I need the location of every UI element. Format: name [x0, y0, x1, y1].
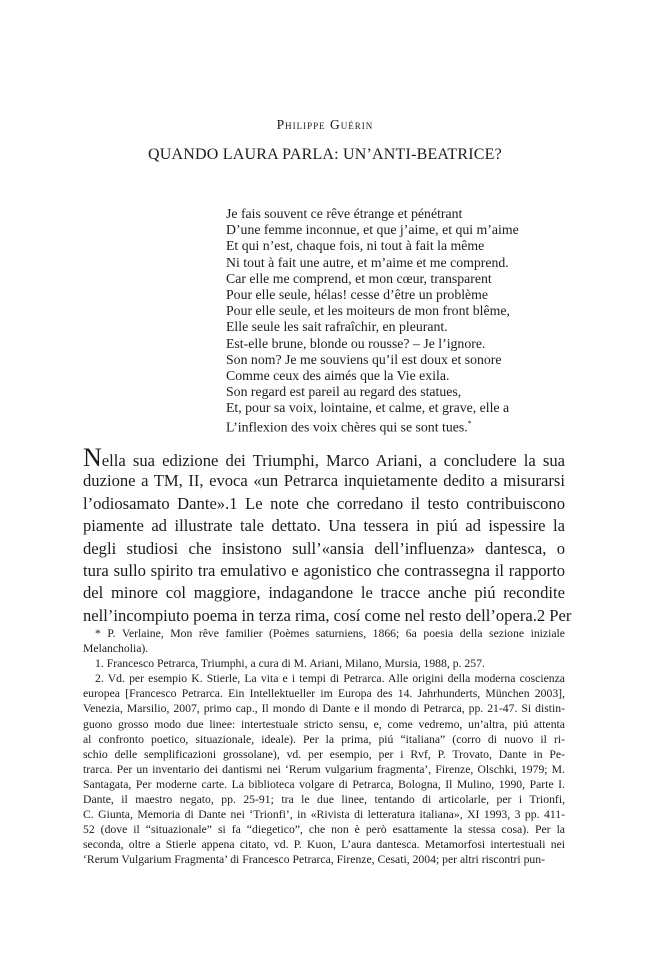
poem-line: L’inflexion des voix chères qui se sont tues.* [226, 419, 472, 436]
body-line [83, 470, 565, 492]
poem-line: Et qui n’est, chaque fois, ni tout à fait la même [226, 238, 485, 254]
footnote-line: * P. Verlaine, Mon rêve familier (Poèmes saturniens, 1866; 6a poesia della sezione iniziale [95, 627, 565, 640]
footnote-line: guono grosso modo due linee: intertestuale stricto sensu, e, come vedremo, un’altra, piú attenta [83, 717, 565, 731]
body-line [83, 515, 565, 537]
body-line-text: tura sullo spirito tra emulativo e agonistico che contrassegna il rapporto [83, 560, 565, 580]
poem-line: Et, pour sa voix, lointaine, et calme, et grave, elle a [226, 400, 510, 416]
poem-line: Je fais souvent ce rêve étrange et pénétrant [226, 206, 463, 221]
footnote-line: C. Giunta, Memoria di Dante nei ‘Trionfi’, in «Rivista di letteratura italiana», XI 1993, 3 pp. 411- [83, 808, 565, 822]
footnote-line: 52 (dove il “situazionale” si fa “diegetico”, che non è però esattamente la stessa cosa). Per la [83, 823, 565, 837]
body-line-text: ella sua edizione dei Triumphi, Marco Ariani, a concludere la sua [101, 451, 565, 470]
body-line-text: duzione a TM, II, evoca «un Petrarca inquietamente dedito a misurarsi [83, 471, 565, 491]
footnote-line: al confronto poetico, situazionale, ideale). Per la prima, piú “italiana” (corro di nuovo il ri- [83, 732, 565, 746]
poem-line: D’une femme inconnue, et que j’aime, et qui m’aime [226, 222, 519, 238]
body-line-text: piamente ad illustrate tale dettato. Una tessera in piú ad ispessire la [83, 516, 565, 536]
footnote-line: Melancholia). [83, 642, 149, 656]
body-line-text: del minore col maggiore, indagandone le tracce anche piú recondite [83, 583, 565, 603]
footnote-line: Venezia, Marsilio, 2007, primo cap., Il mondo di Dante e il mondo di Petrarca, pp. 21-47. Si distin- [83, 702, 565, 716]
body-line [83, 605, 572, 627]
chapter-title: QUANDO LAURA PARLA: UN’ANTI-BEATRICE? [148, 146, 502, 163]
poem-line: Elle seule les sait rafraîchir, en pleurant. [226, 319, 448, 335]
footnote-line: Dante, il maestro negato, pp. 25-91; tra le due linee, tentando di articolarle, per i Trionfi, [83, 793, 565, 807]
footnote-line: europea [Francesco Petrarca. Ein Intellektueller im Europa des 14. Jahrhunderts, München 2003], [83, 687, 565, 701]
body-text [83, 448, 572, 627]
poem-line: Comme ceux des aimés que la Vie exila. [226, 367, 450, 383]
poem-line: Son regard est pareil au regard des statues, [226, 384, 462, 400]
body-line [83, 582, 565, 604]
footnote-line: 1. Francesco Petrarca, Triumphi, a cura di M. Ariani, Milano, Mursia, 1988, p. 257. [95, 657, 485, 671]
poem-line: Pour elle seule, et les moiteurs de mon front blême, [226, 303, 510, 319]
body-line-text: l’odiosamato Dante».1 Le note che corredano il testo contribuiscono [83, 493, 565, 513]
poem-line: Ni tout à fait une autre, et m’aime et me comprend. [226, 254, 509, 270]
drop-cap: N [83, 448, 102, 471]
footnote-line: 2. Vd. per esempio K. Stierle, La vita e i tempi di Petrarca. Alle origini della moderna coscienza [95, 672, 565, 686]
poem-line: Son nom? Je me souviens qu’il est doux et sonore [226, 351, 502, 367]
body-line [83, 538, 565, 560]
poem-line: Car elle me comprend, et mon cœur, transparent [226, 270, 492, 286]
chapter-author: Philippe Guérin [276, 117, 374, 132]
body-line-text: degli studiosi che insistono sull’«ansia dell’influenza» dantesca, o [83, 538, 565, 558]
footnote-line: schio delle semplificazioni grossolane), vd. per esempio, per i Rvf, P. Trovato, Dante in Pe- [83, 747, 565, 761]
body-line [83, 560, 565, 582]
footnote-line: ‘Rerum Vulgarium Fragmenta’ di Francesco Petrarca, Firenze, Cesati, 2004; per altri riscontri pun- [83, 853, 546, 867]
body-line-text: nell’incompiuto poema in terza rima, cosí come nel resto dell’opera.2 Per [83, 605, 572, 625]
footnote-line: trarca. Per un inventario dei dantismi nei ‘Rerum vulgarium fragmenta’, Firenze, Olschki, 1979; M. [83, 762, 565, 776]
poem-line: Pour elle seule, hélas! cesse d’être un problème [226, 286, 489, 302]
footnotes [83, 626, 565, 868]
epigraph-poem [226, 206, 519, 436]
body-line [83, 448, 565, 470]
body-line [83, 493, 565, 515]
footnote-marker: * [467, 419, 472, 429]
footnote-line: Santagata, Per moderne carte. La biblioteca volgare di Petrarca, Bologna, Il Mulino, 1990, Parte I. [83, 777, 565, 791]
poem-line: Est-elle brune, blonde ou rousse? – Je l’ignore. [226, 335, 486, 351]
footnote-line: seconda, oltre a Stierle appena citato, vd. P. Kuon, L’aura dantesca. Metamorfosi intertestuali nei [83, 838, 565, 852]
